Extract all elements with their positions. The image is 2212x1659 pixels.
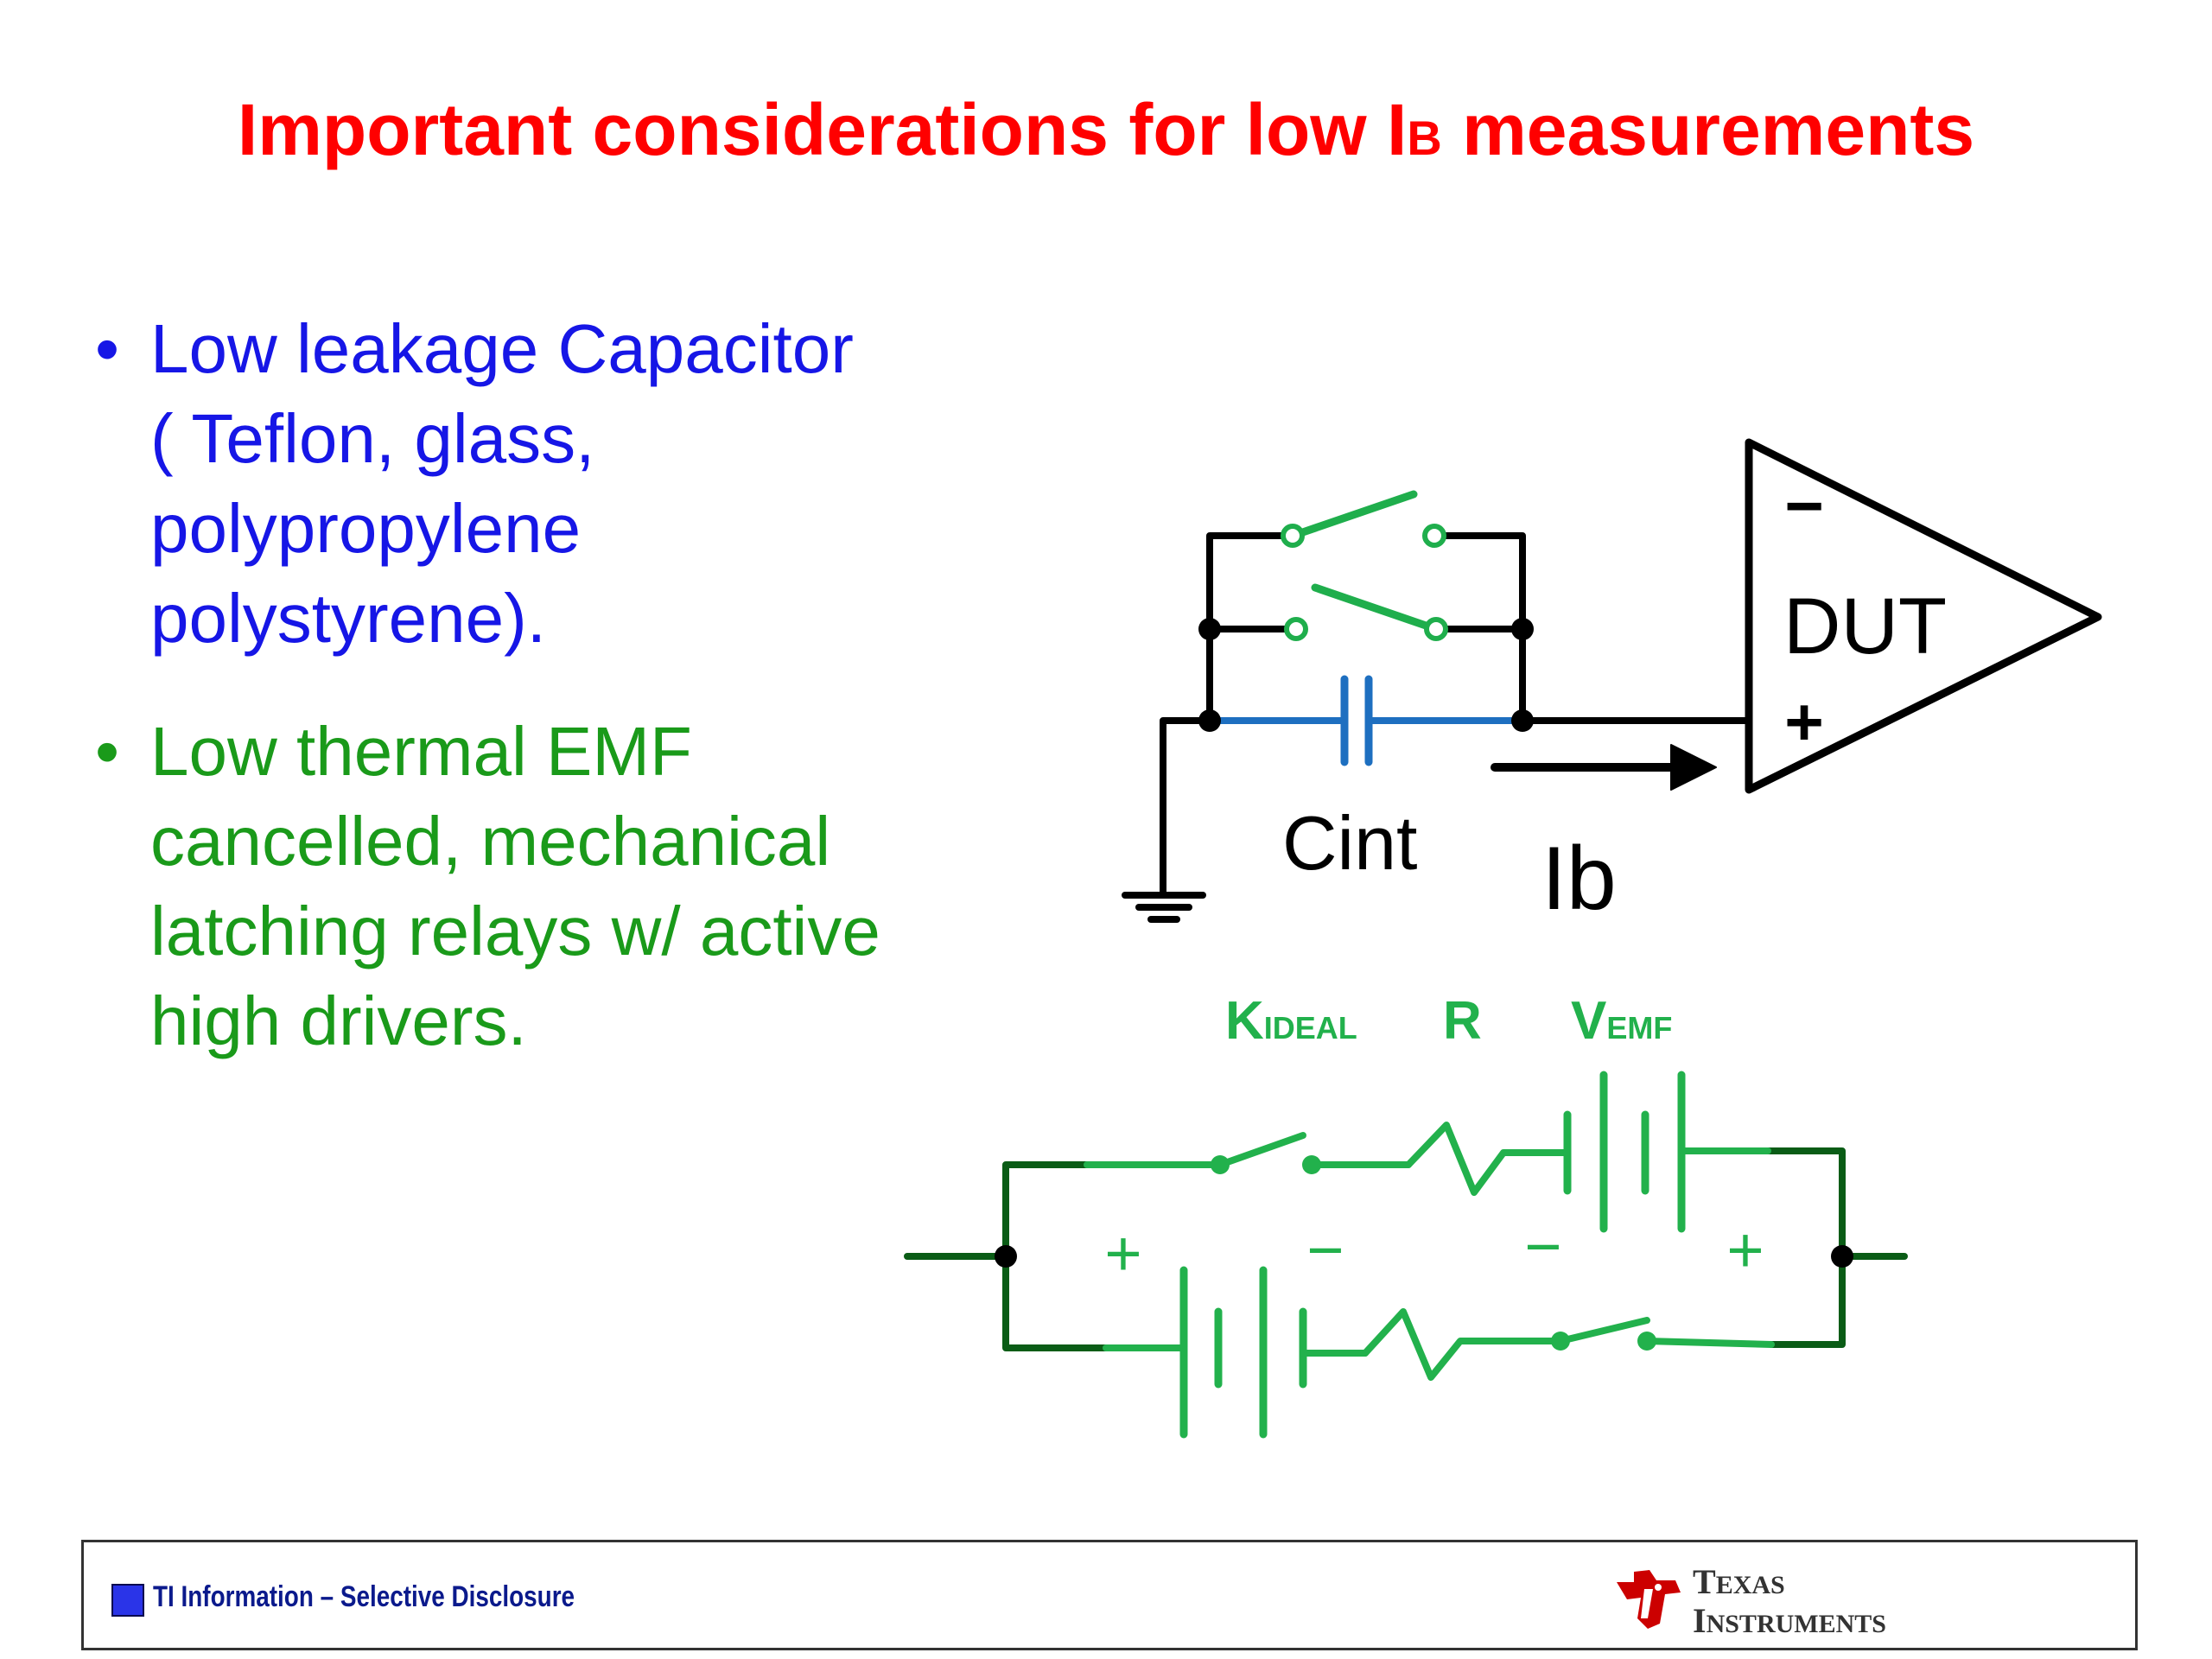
switch-contact [1425, 526, 1444, 545]
k-ideal-label [1225, 991, 1357, 1051]
bottom-switch-contact [1551, 1332, 1570, 1351]
v-emf-label [1571, 991, 1672, 1051]
bullet-line: polypropylene [150, 490, 582, 567]
dut-plus-sign: + [1784, 683, 1824, 760]
ti-texas-text: TEXAS [1693, 1562, 1785, 1601]
junction-dot [1511, 709, 1534, 732]
title-subscript: B [1407, 111, 1442, 165]
bottom-switch-contact [1637, 1332, 1656, 1351]
v-emf-main: V [1571, 991, 1607, 1051]
emf-right-rail [1768, 1151, 1842, 1344]
bottom-branch-wire [1647, 1341, 1771, 1344]
bullet-line: high drivers. [150, 982, 527, 1059]
dut-label: DUT [1783, 582, 1948, 671]
polarity-right-minus: − [1524, 1211, 1562, 1282]
junction-dot [1198, 709, 1221, 732]
title-prefix: Important considerations for low I [237, 89, 1408, 170]
bottom-resistor-zigzag [1365, 1312, 1560, 1377]
v-emf-sub: EMF [1606, 1010, 1673, 1046]
ti-line-instruments [1693, 1601, 1886, 1644]
wire-ground [1163, 721, 1210, 895]
top-switch-blade [1220, 1135, 1303, 1165]
junction-dot [1511, 618, 1534, 640]
dut-minus-sign: − [1784, 467, 1824, 543]
switch-mid-blade [1315, 588, 1436, 629]
cap-label: Cint [1282, 800, 1418, 886]
junction-dot [1831, 1245, 1853, 1268]
ti-line-texas [1693, 1562, 1886, 1605]
bullet-line: cancelled, mechanical [150, 803, 831, 880]
r-label: R [1443, 991, 1482, 1051]
switch-contact [1427, 620, 1446, 639]
bullet-line: Low leakage Capacitor [150, 310, 854, 387]
switch-contact [1283, 526, 1302, 545]
top-resistor-zigzag [1408, 1125, 1541, 1192]
slide-footer [81, 1540, 2138, 1650]
polarity-right-plus: + [1726, 1214, 1764, 1286]
k-ideal-main: K [1225, 991, 1264, 1051]
ti-instruments-text: INSTRUMENTS [1693, 1601, 1886, 1640]
bottom-switch-blade [1560, 1320, 1647, 1341]
polarity-left-plus: + [1104, 1217, 1142, 1289]
polarity-left-minus: − [1306, 1214, 1344, 1286]
emf-left-rail [1006, 1165, 1106, 1348]
switch-contact [1287, 620, 1306, 639]
current-label: Ib [1541, 829, 1617, 929]
disclosure-square-icon [111, 1584, 144, 1617]
disclosure-text: TI Information – Selective Disclosure [153, 1580, 575, 1613]
k-ideal-sub: IDEAL [1263, 1010, 1357, 1046]
junction-dot [1198, 618, 1221, 640]
junction-dot [995, 1245, 1017, 1268]
bullet-marker: • [95, 713, 120, 790]
ti-company-name [1693, 1562, 1886, 1644]
bullet-line: latching relays w/ active [150, 893, 880, 969]
current-arrow-head [1671, 745, 1716, 790]
bullet-marker: • [95, 310, 120, 387]
bullet-line: polystyrene). [150, 580, 546, 657]
switch-top-blade [1293, 494, 1414, 536]
bullet-line: ( Teflon, glass, [150, 400, 595, 477]
ti-logo-icon [1608, 1563, 1686, 1632]
top-switch-contact [1211, 1155, 1230, 1174]
top-switch-contact [1302, 1155, 1321, 1174]
bullet-line: Low thermal EMF [150, 713, 692, 790]
title-suffix: measurements [1441, 89, 1975, 170]
